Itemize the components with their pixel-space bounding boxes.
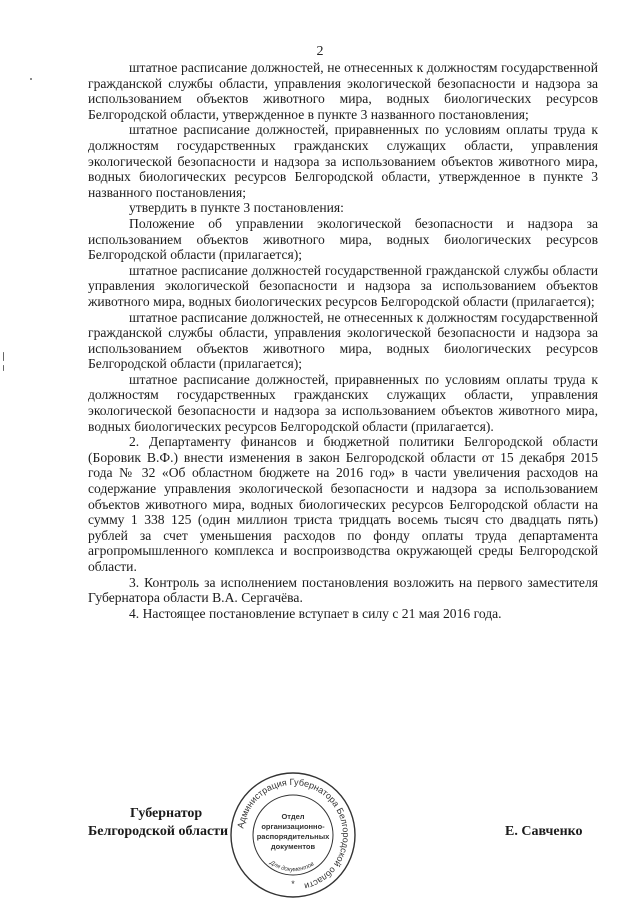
page-number: 2: [316, 44, 324, 59]
scan-margin-mark: [3, 365, 4, 371]
stamp-bottom-text: Для документов: [268, 860, 316, 874]
scan-margin-mark: [3, 352, 4, 361]
stamp-ring-text: Администрация Губернатора Белгородской области: [235, 776, 352, 892]
paragraph-3: утвердить в пункте 3 постановления:: [129, 200, 344, 216]
paragraph-9: 3. Контроль за исполнением постановления возложить на первого заместителя Губернатора области В.А. Сергачёва.: [88, 574, 598, 606]
scan-speck: [30, 78, 32, 80]
stamp-center-line-3: распорядительных: [256, 832, 330, 841]
paragraph-2: штатное расписание должностей, приравненных по условиям оплаты труда к должностям государственных гражданских служащих области, управления экологической безопасности и надзора за использованием объектов животного мира, водных биологических ресурсов Белгородской области, утвержденное в пункте 3 названного постановления;: [88, 122, 598, 200]
official-stamp: [228, 770, 358, 900]
document-body: [88, 60, 598, 621]
signature-name: Е. Савченко: [505, 824, 583, 839]
paragraph-6: штатное расписание должностей, не отнесенных к должностям государственной гражданской службы области, управления экологической безопасности и надзора за использованием объектов животного мира, водных биологических ресурсов Белгородской области (прилагается);: [88, 309, 598, 372]
paragraph-5: штатное расписание должностей государственной гражданской службы области управления экологической безопасности и надзора за использованием объектов животного мира, водных биологических ресурсов Белгородской области (прилагается);: [88, 262, 598, 309]
paragraph-10: 4. Настоящее постановление вступает в силу с 21 мая 2016 года.: [129, 605, 502, 621]
paragraph-7: штатное расписание должностей, приравненных по условиям оплаты труда к должностям государственных гражданских служащих области, управления экологической безопасности и надзора за использованием объектов животного мира, водных биологических ресурсов Белгородской области (прилагается).: [88, 371, 598, 434]
paragraph-4: Положение об управлении экологической безопасности и надзора за использованием объектов животного мира, водных биологических ресурсов Белгородской области (прилагается);: [88, 215, 598, 263]
stamp-center-line-4: документов: [270, 842, 316, 851]
stamp-star-icon: *: [291, 879, 295, 889]
paragraph-1: штатное расписание должностей, не отнесенных к должностям государственной гражданской службы области, управления экологической безопасности и надзора за использованием объектов животного мира, водных биологических ресурсов Белгородской области, утвержденное в пункте 3 названного постановления;: [88, 60, 598, 122]
paragraph-8: 2. Департаменту финансов и бюджетной политики Белгородской области (Боровик В.Ф.) внести изменения в закон Белгородской области от 15 декабря 2015 года № 32 «Об областном бюджете на 2016 год» в части увеличения расходов на содержание управления экологической безопасности и надзора за использованием объектов животного мира, водных биологических ресурсов Белгородской области на сумму 1 338 125 (один миллион триста тридцать восемь тысяч сто двадцать пять) рублей за счет уменьшения расходов по фонду оплаты труда департамента агропромышленного комплекса и воспроизводства окружающей среды Белгородской области.: [88, 434, 598, 574]
stamp-center-line-2: организационно-: [261, 822, 325, 831]
signature-position-line-1: Губернатор: [130, 806, 203, 821]
signature-position-line-2: Белгородской области: [88, 824, 229, 839]
stamp-center-line-1: Отдел: [281, 812, 305, 821]
